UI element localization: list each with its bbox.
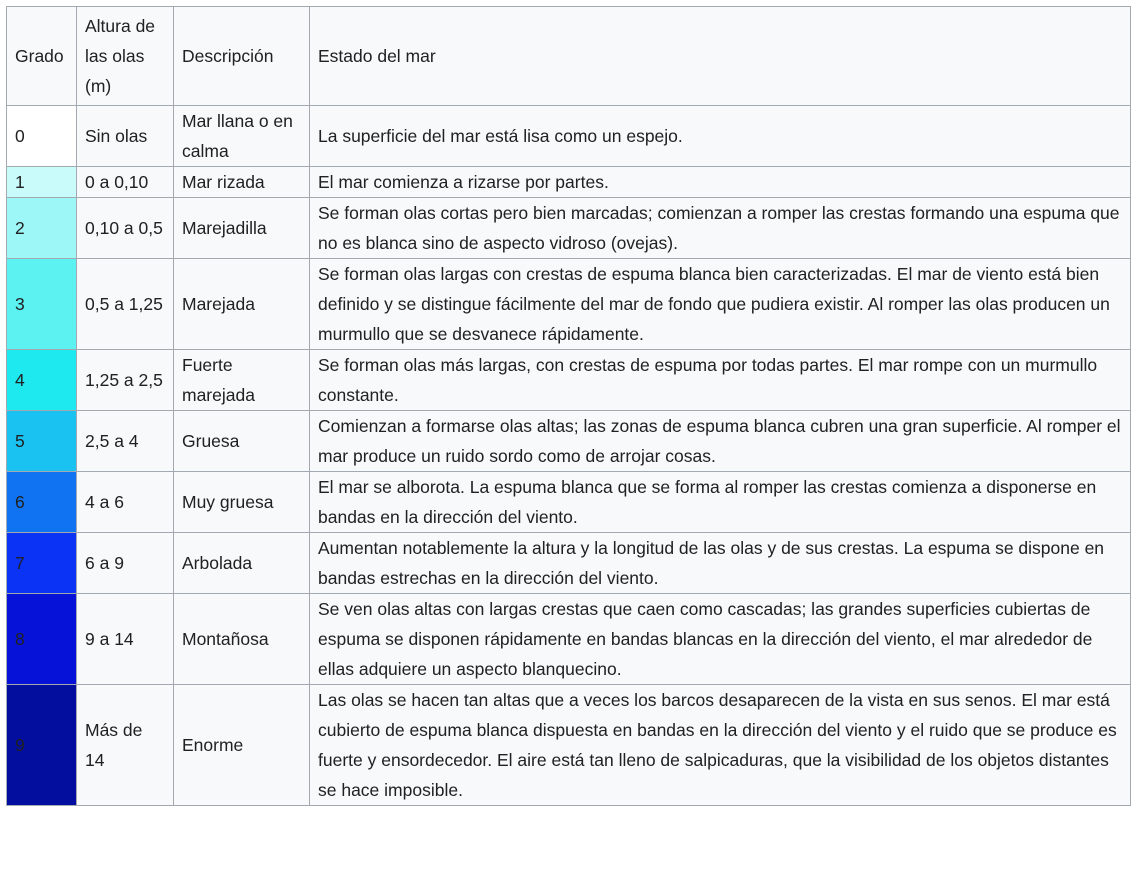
estado-cell: Se forman olas más largas, con crestas de espuma por todas partes. El mar rompe con un murmullo constante. — [310, 350, 1131, 411]
estado-cell: Las olas se hacen tan altas que a veces los barcos desaparecen de la vista en sus senos. El mar está cubierto de espuma blanca dispuesta en bandas en la dirección del viento y el ruido que se produce es fuerte y ensordecedor. El aire está tan lleno de salpicaduras, que la visibilidad de los objetos distantes se hace imposible. — [310, 685, 1131, 806]
grado-cell: 7 — [7, 533, 77, 594]
grado-cell: 2 — [7, 198, 77, 259]
descripcion-cell: Muy gruesa — [174, 472, 310, 533]
grado-cell: 8 — [7, 594, 77, 685]
table-row — [7, 594, 1131, 685]
descripcion-cell: Marejadilla — [174, 198, 310, 259]
grado-cell: 4 — [7, 350, 77, 411]
estado-cell: Aumentan notablemente la altura y la longitud de las olas y de sus crestas. La espuma se dispone en bandas estrechas en la dirección del viento. — [310, 533, 1131, 594]
estado-cell: Se ven olas altas con largas crestas que caen como cascadas; las grandes superficies cubiertas de espuma se disponen rápidamente en bandas blancas en la dirección del viento, el mar alrededor de ellas adquiere un aspecto blanquecino. — [310, 594, 1131, 685]
altura-cell: 1,25 a 2,5 — [77, 350, 174, 411]
altura-cell: 9 a 14 — [77, 594, 174, 685]
table-row — [7, 350, 1131, 411]
descripcion-cell: Enorme — [174, 685, 310, 806]
descripcion-cell: Fuerte marejada — [174, 350, 310, 411]
grado-cell: 3 — [7, 259, 77, 350]
grado-cell: 1 — [7, 167, 77, 198]
douglas-scale-table — [6, 6, 1131, 806]
table-row — [7, 198, 1131, 259]
header-estado: Estado del mar — [310, 7, 1131, 106]
estado-cell: Se forman olas largas con crestas de espuma blanca bien caracterizadas. El mar de viento está bien definido y se distingue fácilmente del mar de fondo que pudiera existir. Al romper las olas producen un murmullo que se desvanece rápidamente. — [310, 259, 1131, 350]
descripcion-cell: Mar rizada — [174, 167, 310, 198]
header-descripcion: Descripción — [174, 7, 310, 106]
descripcion-cell: Marejada — [174, 259, 310, 350]
altura-cell: Sin olas — [77, 106, 174, 167]
estado-cell: El mar se alborota. La espuma blanca que se forma al romper las crestas comienza a disponerse en bandas en la dirección del viento. — [310, 472, 1131, 533]
altura-cell: 0,5 a 1,25 — [77, 259, 174, 350]
altura-cell: 6 a 9 — [77, 533, 174, 594]
altura-cell: 0,10 a 0,5 — [77, 198, 174, 259]
altura-cell: 4 a 6 — [77, 472, 174, 533]
table-row — [7, 259, 1131, 350]
table-row — [7, 106, 1131, 167]
estado-cell: Comienzan a formarse olas altas; las zonas de espuma blanca cubren una gran superficie. Al romper el mar produce un ruido sordo como de arrojar cosas. — [310, 411, 1131, 472]
grado-cell: 0 — [7, 106, 77, 167]
table-row — [7, 411, 1131, 472]
altura-cell: Más de 14 — [77, 685, 174, 806]
altura-cell: 2,5 a 4 — [77, 411, 174, 472]
descripcion-cell: Montañosa — [174, 594, 310, 685]
header-grado: Grado — [7, 7, 77, 106]
grado-cell: 9 — [7, 685, 77, 806]
grado-cell: 6 — [7, 472, 77, 533]
altura-cell: 0 a 0,10 — [77, 167, 174, 198]
table-row — [7, 533, 1131, 594]
table-row — [7, 167, 1131, 198]
descripcion-cell: Gruesa — [174, 411, 310, 472]
table-row — [7, 472, 1131, 533]
estado-cell: Se forman olas cortas pero bien marcadas; comienzan a romper las crestas formando una espuma que no es blanca sino de aspecto vidroso (ovejas). — [310, 198, 1131, 259]
table-header-row — [7, 7, 1131, 106]
descripcion-cell: Mar llana o en calma — [174, 106, 310, 167]
grado-cell: 5 — [7, 411, 77, 472]
header-altura: Altura de las olas (m) — [77, 7, 174, 106]
estado-cell: El mar comienza a rizarse por partes. — [310, 167, 1131, 198]
descripcion-cell: Arbolada — [174, 533, 310, 594]
estado-cell: La superficie del mar está lisa como un espejo. — [310, 106, 1131, 167]
table-row — [7, 685, 1131, 806]
